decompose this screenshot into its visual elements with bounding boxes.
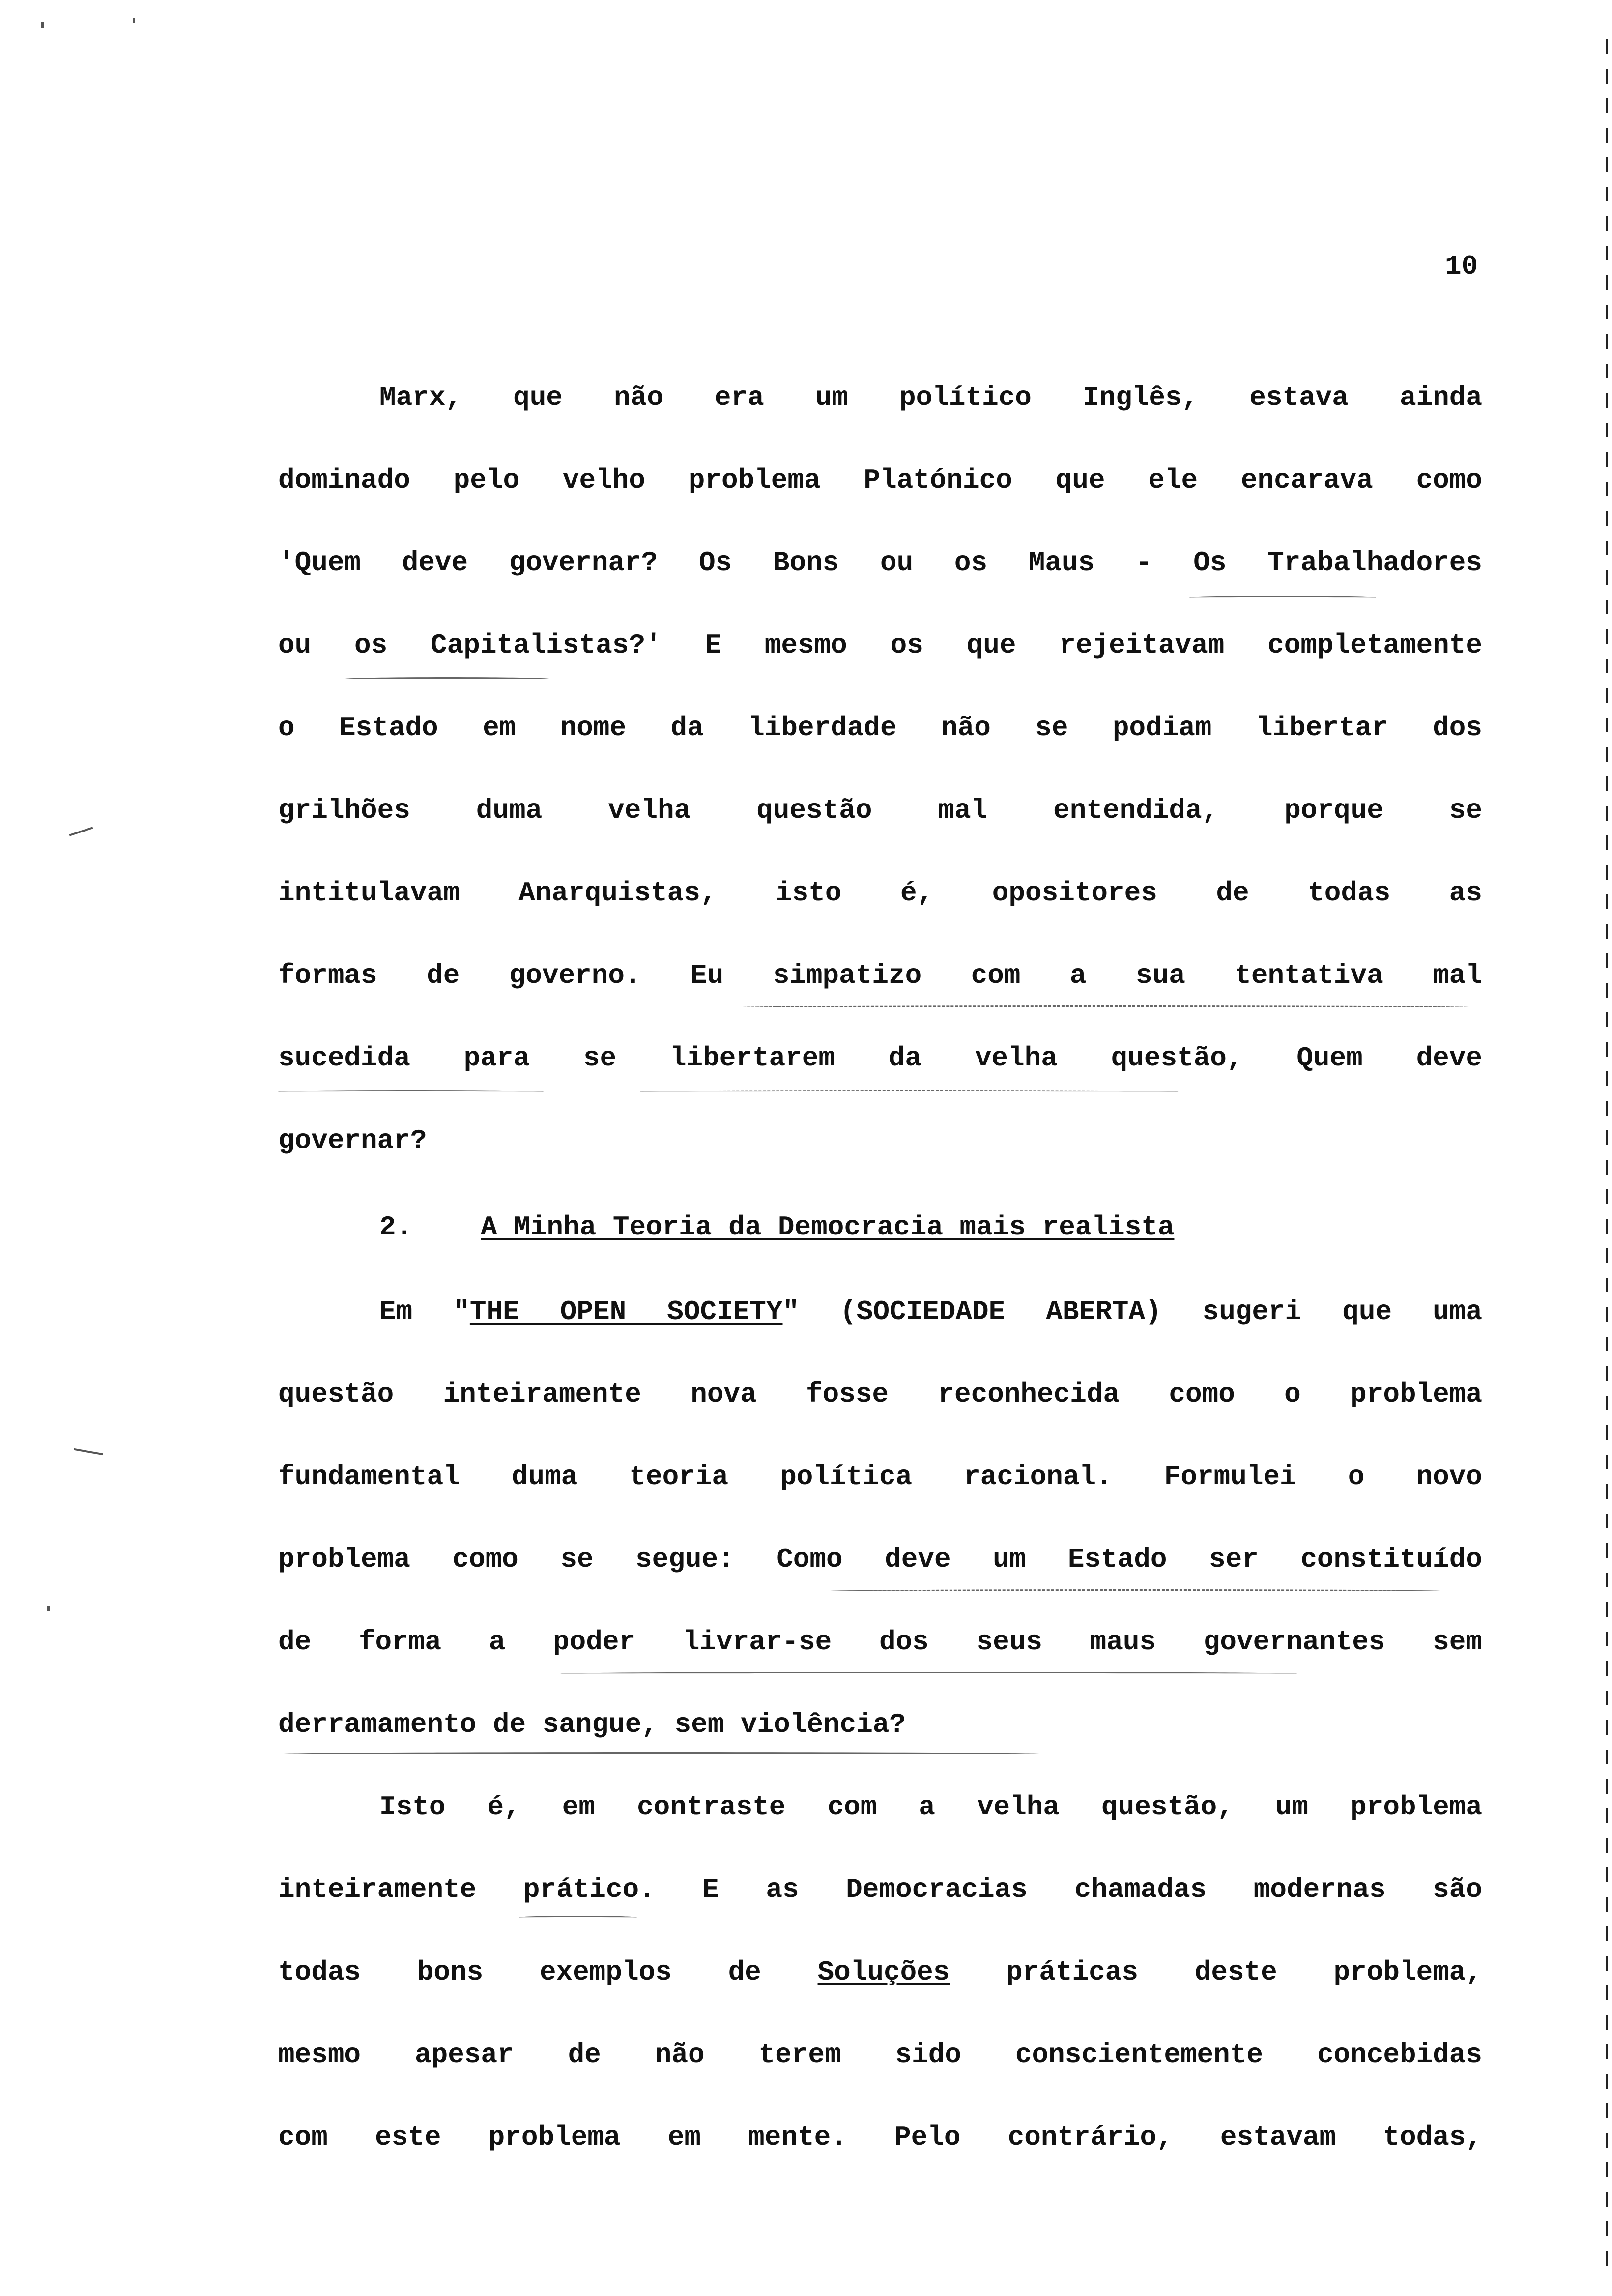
paragraph-line: sucedida para se libertarem da velha questão, Quem deve bbox=[278, 1042, 1482, 1074]
emphasized-word: Soluções bbox=[817, 1956, 950, 1988]
scan-speck bbox=[133, 18, 135, 23]
text-fragment: práticas deste problema, bbox=[950, 1956, 1482, 1988]
pencil-underline bbox=[278, 1090, 544, 1093]
paragraph-line: governar? bbox=[278, 1125, 427, 1156]
section-number: 2. bbox=[379, 1211, 413, 1243]
pencil-underline bbox=[826, 1589, 1445, 1593]
paragraph-line: ou os Capitalistas?' E mesmo os que rejeitavam completamente bbox=[278, 630, 1482, 661]
paragraph-line: derramamento de sangue, sem violência? bbox=[278, 1709, 906, 1740]
pencil-underline bbox=[519, 1916, 637, 1919]
paragraph-line: mesmo apesar de não terem sido conscientemente concebidas bbox=[278, 2039, 1482, 2070]
text-fragment: " (SOCIEDADE ABERTA) sugeri que uma bbox=[782, 1296, 1482, 1327]
paragraph-line: o Estado em nome da liberdade não se podiam libertar dos bbox=[278, 712, 1482, 744]
scan-speck bbox=[47, 1606, 50, 1611]
paragraph-line: intitulavam Anarquistas, isto é, opositores de todas as bbox=[278, 877, 1482, 909]
pencil-underline bbox=[1189, 596, 1376, 599]
book-title: THE OPEN SOCIETY bbox=[469, 1296, 783, 1327]
paragraph-line: problema como se segue: Como deve um Estado ser constituído bbox=[278, 1544, 1482, 1575]
paragraph-line: inteiramente prático. E as Democracias chamadas modernas são bbox=[278, 1874, 1482, 1905]
pencil-underline bbox=[560, 1672, 1297, 1675]
pencil-underline bbox=[278, 1752, 1045, 1756]
paragraph-line: de forma a poder livrar-se dos seus maus governantes sem bbox=[278, 1626, 1482, 1658]
pencil-underline bbox=[737, 1005, 1474, 1009]
paragraph-line bbox=[278, 1955, 1482, 1989]
paragraph-line: Marx, que não era um político Inglês, estava ainda bbox=[379, 382, 1482, 413]
paragraph-line: 'Quem deve governar? Os Bons ou os Maus - Os Trabalhadores bbox=[278, 547, 1482, 578]
paragraph-line: grilhões duma velha questão mal entendida, porque se bbox=[278, 795, 1482, 826]
paragraph-line bbox=[379, 1294, 1482, 1329]
scan-speck bbox=[41, 22, 44, 28]
section-heading bbox=[379, 1210, 1174, 1244]
page-number: 10 bbox=[1445, 251, 1478, 282]
pencil-underline bbox=[639, 1090, 1180, 1093]
scan-mark bbox=[69, 827, 93, 836]
text-fragment: todas bons exemplos de bbox=[278, 1956, 818, 1988]
paragraph-line: fundamental duma teoria política racional. Formulei o novo bbox=[278, 1461, 1482, 1492]
paragraph-line: Isto é, em contraste com a velha questão, um problema bbox=[379, 1791, 1482, 1823]
paragraph-line: questão inteiramente nova fosse reconhecida como o problema bbox=[278, 1378, 1482, 1410]
scan-mark bbox=[74, 1448, 103, 1455]
paragraph-line: com este problema em mente. Pelo contrário, estavam todas, bbox=[278, 2122, 1482, 2153]
pencil-underline bbox=[344, 677, 550, 681]
paragraph-line: dominado pelo velho problema Platónico que ele encarava como bbox=[278, 464, 1482, 496]
text-fragment: Em " bbox=[379, 1296, 470, 1327]
scan-edge bbox=[1606, 39, 1608, 2280]
paragraph-line: formas de governo. Eu simpatizo com a sua tentativa mal bbox=[278, 960, 1482, 991]
section-title: A Minha Teoria da Democracia mais realista bbox=[481, 1211, 1175, 1243]
